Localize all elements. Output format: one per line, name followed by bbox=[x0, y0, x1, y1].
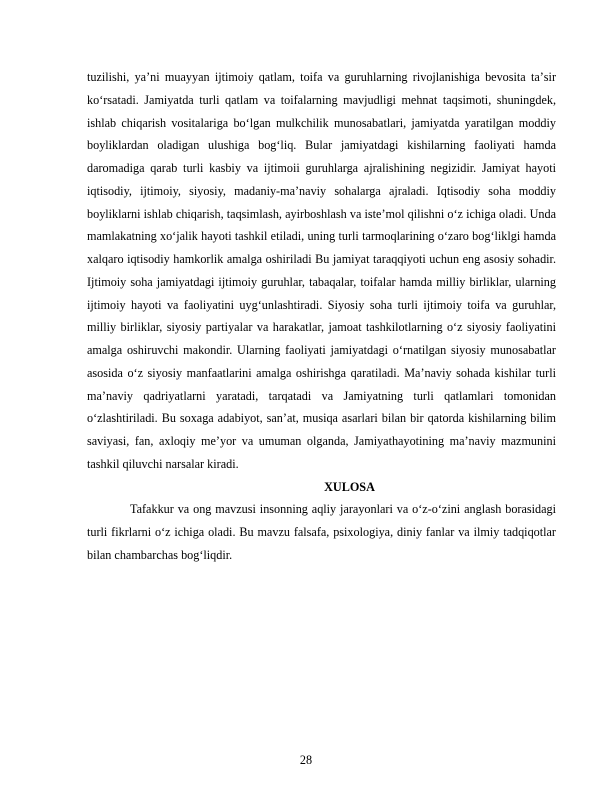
section-heading: XULOSA bbox=[324, 479, 375, 494]
body-paragraph: tuzilishi, yaʼni muayyan ijtimoiy qatlam, toifa va guruhlarning rivojlanishiga bevosita taʼsir koʻrsatadi. Jamiyatda turli qatlam va toifalarning mavjudligi mehnat taqsimoti, shuningdek, ishlab chiqarish vositalariga boʻlgan mulkchilik munosabatlari, jamiyatda yaratilgan moddiy boyliklardan oladigan ulushiga bogʻliq. Bular jamiyatdagi kishilarning faoliyati hamda daromadiga qarab turli kasbiy va ijtimoii guruhlarga ajralishining negizidir. Jamiyat hayoti iqtisodiy, ijtimoiy, siyosiy, madaniy-maʼnaviy sohalarga ajraladi. Iqtisodiy soha moddiy boyliklarni ishlab chiqarish, taqsimlash, ayirboshlash va isteʼmol qilishni oʻz ichiga oladi. Unda mamlakatning xoʻjalik hayoti tashkil etiladi, uning turli tarmoqlarining oʻzaro bogʻliklgi hamda xalqaro iqtisodiy hamkorlik amalga oshiriladi Bu jamiyat taraqqiyoti uchun eng asosiy sohadir. Ijtimoiy soha jamiyatdagi ijtimoiy guruhlar, tabaqalar, toifalar hamda milliy birliklar, ularning ijtimoiy hayoti va faoliyatini uygʻunlashtiradi. Siyosiy soha turli ijtimoiy toifa va guruhlar, milliy birliklar, siyosiy partiyalar va harakatlar, jamoat tashkilotlarning oʻz siyosiy faoliyatini amalga oshiruvchi makondir. Ularning faoliyati jamiyatdagi oʻrnatilgan siyosiy munosabatlar asosida oʻz siyosiy manfaatlarini amalga oshirishga qaratiladi. Maʼnaviy sohada kishilar turli maʼnaviy qadriyatlarni yaratadi, tarqatadi va Jamiyatning turli qatlamlari tomonidan oʻzlashtiriladi. Bu soxaga adabiyot, sanʼat, musiqa asarlari bilan bir qatorda kishilarning bilim saviyasi, fan, axloqiy meʼyor va umuman olganda, Jamiyathayotining maʼnaviy mazmunini tashkil qiluvchi narsalar kiradi. bbox=[87, 70, 556, 471]
page-number: 28 bbox=[299, 753, 313, 767]
body-text bbox=[87, 66, 556, 567]
conclusion-paragraph: Tafakkur va ong mavzusi insonning aqliy jarayonlari va oʻz-oʻzini anglash borasidagi turli fikrlarni oʻz ichiga oladi. Bu mavzu falsafa, psixologiya, diniy fanlar va ilmiy tadqiqotlar bilan chambarchas bogʻliqdir. bbox=[87, 502, 556, 562]
